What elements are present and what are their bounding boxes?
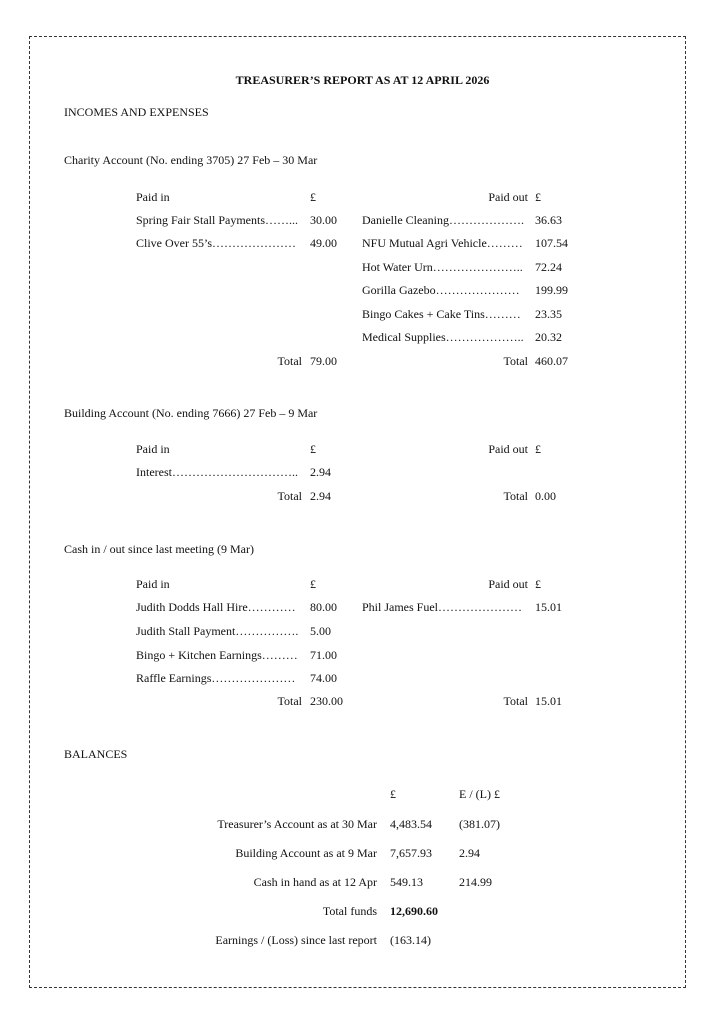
building-total-in-label: Total xyxy=(277,489,302,503)
building-paid-in-currency: £ xyxy=(310,442,316,456)
cash-in-item-label: Raffle Earnings………………… xyxy=(136,671,296,685)
charity-out-item-label: Gorilla Gazebo………………… xyxy=(362,283,520,297)
balance-row-label: Treasurer’s Account as at 30 Mar xyxy=(217,817,377,831)
charity-total-out: 460.07 xyxy=(535,354,568,368)
balances-col-el: E / (L) £ xyxy=(459,787,500,801)
building-heading: Building Account (No. ending 7666) 27 Feb – 9 Mar xyxy=(64,406,318,420)
charity-out-item-label: NFU Mutual Agri Vehicle……… xyxy=(362,236,523,250)
cash-heading: Cash in / out since last meeting (9 Mar) xyxy=(64,542,254,556)
total-funds-label: Total funds xyxy=(322,904,377,918)
cash-total-in: 230.00 xyxy=(310,694,343,708)
charity-heading: Charity Account (No. ending 3705) 27 Feb – 30 Mar xyxy=(64,153,318,167)
cash-paid-out-label: Paid out xyxy=(488,577,528,591)
building-paid-out-label: Paid out xyxy=(488,442,528,456)
charity-out-item-label: Bingo Cakes + Cake Tins……… xyxy=(362,307,521,321)
charity-out-item-amount: 23.35 xyxy=(535,307,562,321)
cash-in-item-amount: 74.00 xyxy=(310,671,337,685)
building-total-in: 2.94 xyxy=(310,489,331,503)
balance-row-amount: 4,483.54 xyxy=(390,817,432,831)
charity-in-item-amount: 49.00 xyxy=(310,236,337,250)
cash-total-in-label: Total xyxy=(277,694,302,708)
balance-row-el: 214.99 xyxy=(459,875,492,889)
cash-paid-out-currency: £ xyxy=(535,577,541,591)
charity-in-item-label: Spring Fair Stall Payments……... xyxy=(136,213,298,227)
report-title: TREASURER’S REPORT AS AT 12 APRIL 2026 xyxy=(235,73,490,87)
charity-total-in: 79.00 xyxy=(310,354,337,368)
charity-out-item-label: Hot Water Urn………………….. xyxy=(362,260,523,274)
cash-total-out: 15.01 xyxy=(535,694,562,708)
balance-row-amount: 549.13 xyxy=(390,875,423,889)
charity-in-item-label: Clive Over 55’s………………… xyxy=(136,236,296,250)
cash-paid-in-label: Paid in xyxy=(136,577,170,591)
earnings-label: Earnings / (Loss) since last report xyxy=(215,933,377,947)
cash-in-item-label: Judith Dodds Hall Hire………… xyxy=(136,600,296,614)
building-in-item-amount: 2.94 xyxy=(310,465,331,479)
balances-heading: BALANCES xyxy=(64,747,128,761)
cash-paid-in-currency: £ xyxy=(310,577,316,591)
building-paid-out-currency: £ xyxy=(535,442,541,456)
balance-row-amount: 7,657.93 xyxy=(390,846,432,860)
charity-paid-in-currency: £ xyxy=(310,190,316,204)
building-in-item-label: Interest………………………….. xyxy=(136,465,298,479)
charity-out-item-amount: 36.63 xyxy=(535,213,562,227)
charity-in-item-amount: 30.00 xyxy=(310,213,337,227)
balance-row-label: Cash in hand as at 12 Apr xyxy=(253,875,377,889)
charity-total-out-label: Total xyxy=(503,354,528,368)
charity-total-in-label: Total xyxy=(277,354,302,368)
total-funds-value: 12,690.60 xyxy=(390,904,438,918)
charity-out-item-label: Medical Supplies……………….. xyxy=(362,330,524,344)
charity-paid-in-label: Paid in xyxy=(136,190,170,204)
charity-paid-out-label: Paid out xyxy=(488,190,528,204)
charity-out-item-amount: 20.32 xyxy=(535,330,562,344)
balance-row-label: Building Account as at 9 Mar xyxy=(235,846,377,860)
charity-out-item-amount: 199.99 xyxy=(535,283,568,297)
cash-in-item-amount: 80.00 xyxy=(310,600,337,614)
building-paid-in-label: Paid in xyxy=(136,442,170,456)
cash-out-item-amount: 15.01 xyxy=(535,600,562,614)
building-total-out: 0.00 xyxy=(535,489,556,503)
balances-col-amount: £ xyxy=(390,787,396,801)
earnings-value: (163.14) xyxy=(390,933,431,947)
cash-in-item-label: Judith Stall Payment……………. xyxy=(136,624,299,638)
cash-in-item-label: Bingo + Kitchen Earnings……… xyxy=(136,648,298,662)
cash-total-out-label: Total xyxy=(503,694,528,708)
charity-out-item-label: Danielle Cleaning………………. xyxy=(362,213,524,227)
section-heading: INCOMES AND EXPENSES xyxy=(64,105,209,119)
balance-row-el: (381.07) xyxy=(459,817,500,831)
balance-row-el: 2.94 xyxy=(459,846,480,860)
cash-in-item-amount: 71.00 xyxy=(310,648,337,662)
building-total-out-label: Total xyxy=(503,489,528,503)
charity-out-item-amount: 107.54 xyxy=(535,236,568,250)
cash-in-item-amount: 5.00 xyxy=(310,624,331,638)
charity-paid-out-currency: £ xyxy=(535,190,541,204)
cash-out-item-label: Phil James Fuel………………… xyxy=(362,600,523,614)
charity-out-item-amount: 72.24 xyxy=(535,260,562,274)
